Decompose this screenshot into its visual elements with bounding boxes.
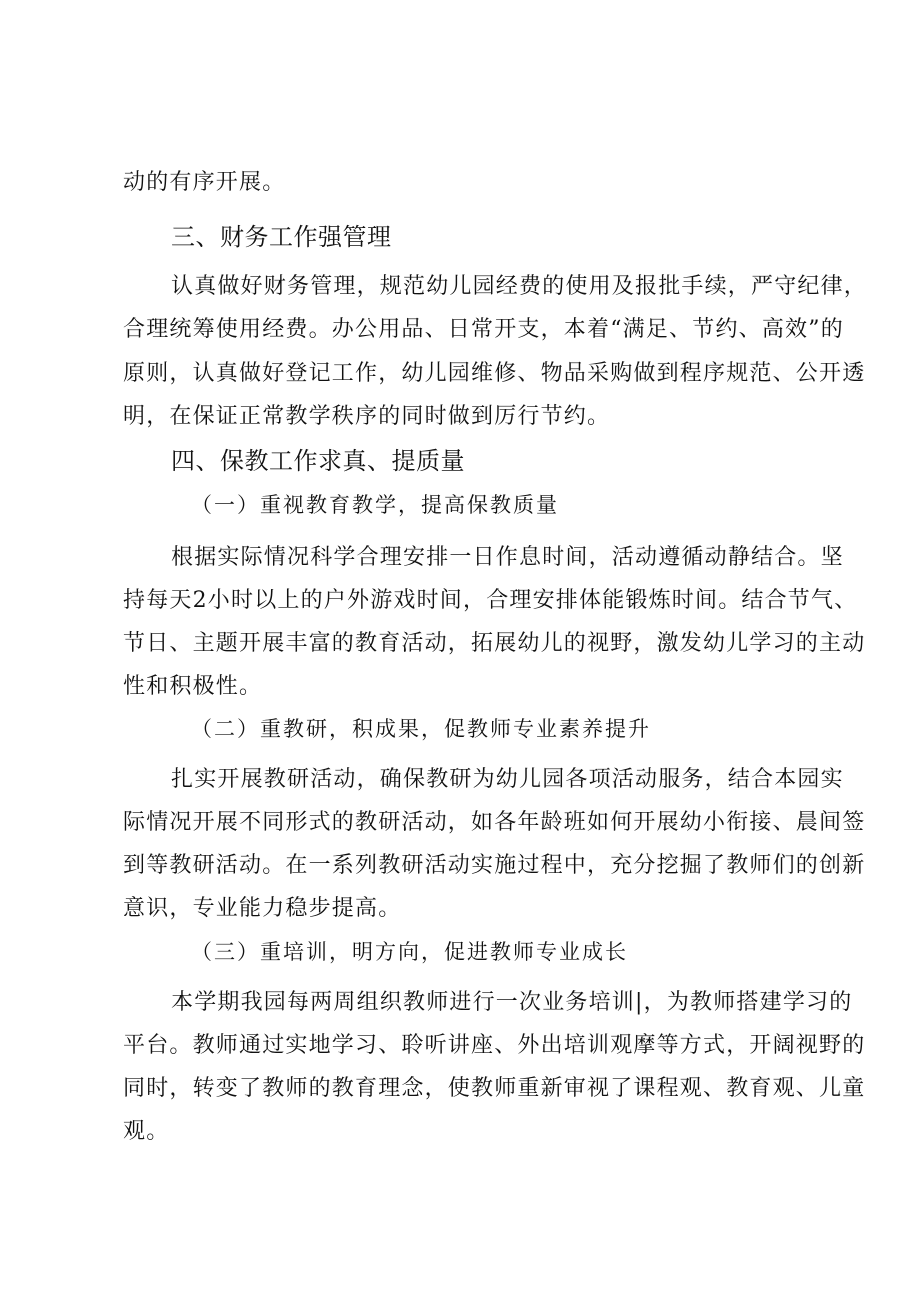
paragraph-line: 认真做好财务管理，规范幼儿园经费的使用及报批手续，严守纪律， [171, 274, 868, 299]
paragraph-line: 明，在保证正常教学秩序的同时做到厉行节约。 [123, 404, 611, 429]
paragraph-line: 扎实开展教研活动，确保教研为幼儿园各项活动服务，结合本园实 [171, 767, 844, 792]
section-heading-finance: 三、财务工作强管理 [171, 223, 392, 251]
paragraph-line: 观。 [123, 1119, 170, 1144]
paragraph-line: 同时，转变了教师的教育理念，使教师重新审视了课程观、教育观、儿童 [123, 1076, 866, 1101]
subsection-heading-2: （二）重教研，积成果，促教师专业素养提升 [191, 717, 651, 741]
paragraph-line: 到等教研活动。在一系列教研活动实施过程中，充分挖掘了教师们的创新 [123, 853, 866, 878]
paragraph-line: 意识，专业能力稳步提高。 [123, 896, 402, 921]
paragraph-line: 原则，认真做好登记工作，幼儿园维修、物品采购做到程序规范、公开透 [123, 361, 866, 386]
subsection-heading-3: （三）重培训，明方向，促进教师专业成长 [191, 940, 628, 964]
paragraph-line: 合理统筹使用经费。办公用品、日常开支，本着“满足、节约、高效”的 [123, 317, 844, 342]
paragraph-line: 性和积极性。 [123, 674, 263, 699]
section-heading-teaching: 四、保教工作求真、提质量 [171, 447, 465, 475]
paragraph-line: 际情况开展不同形式的教研活动，如各年龄班如何开展幼小衔接、晨间签 [123, 810, 866, 835]
paragraph-line: 本学期我园每两周组织教师进行一次业务培训|，为教师搭建学习的 [171, 990, 853, 1015]
paragraph-line: 节日、主题开展丰富的教育活动，拓展幼儿的视野，激发幼儿学习的主动 [123, 631, 866, 656]
paragraph-line: 动的有序开展。 [123, 170, 286, 195]
paragraph-line: 平台。教师通过实地学习、聆听讲座、外出培训观摩等方式，开阔视野的 [123, 1033, 866, 1058]
paragraph-line: 根据实际情况科学合理安排一日作息时间，活动遵循动静结合。坚 [171, 545, 844, 570]
paragraph-line: 持每天2小时以上的户外游戏时间，合理安排体能锻炼时间。结合节气、 [123, 588, 858, 613]
subsection-heading-1: （一）重视教育教学，提高保教质量 [191, 493, 559, 517]
